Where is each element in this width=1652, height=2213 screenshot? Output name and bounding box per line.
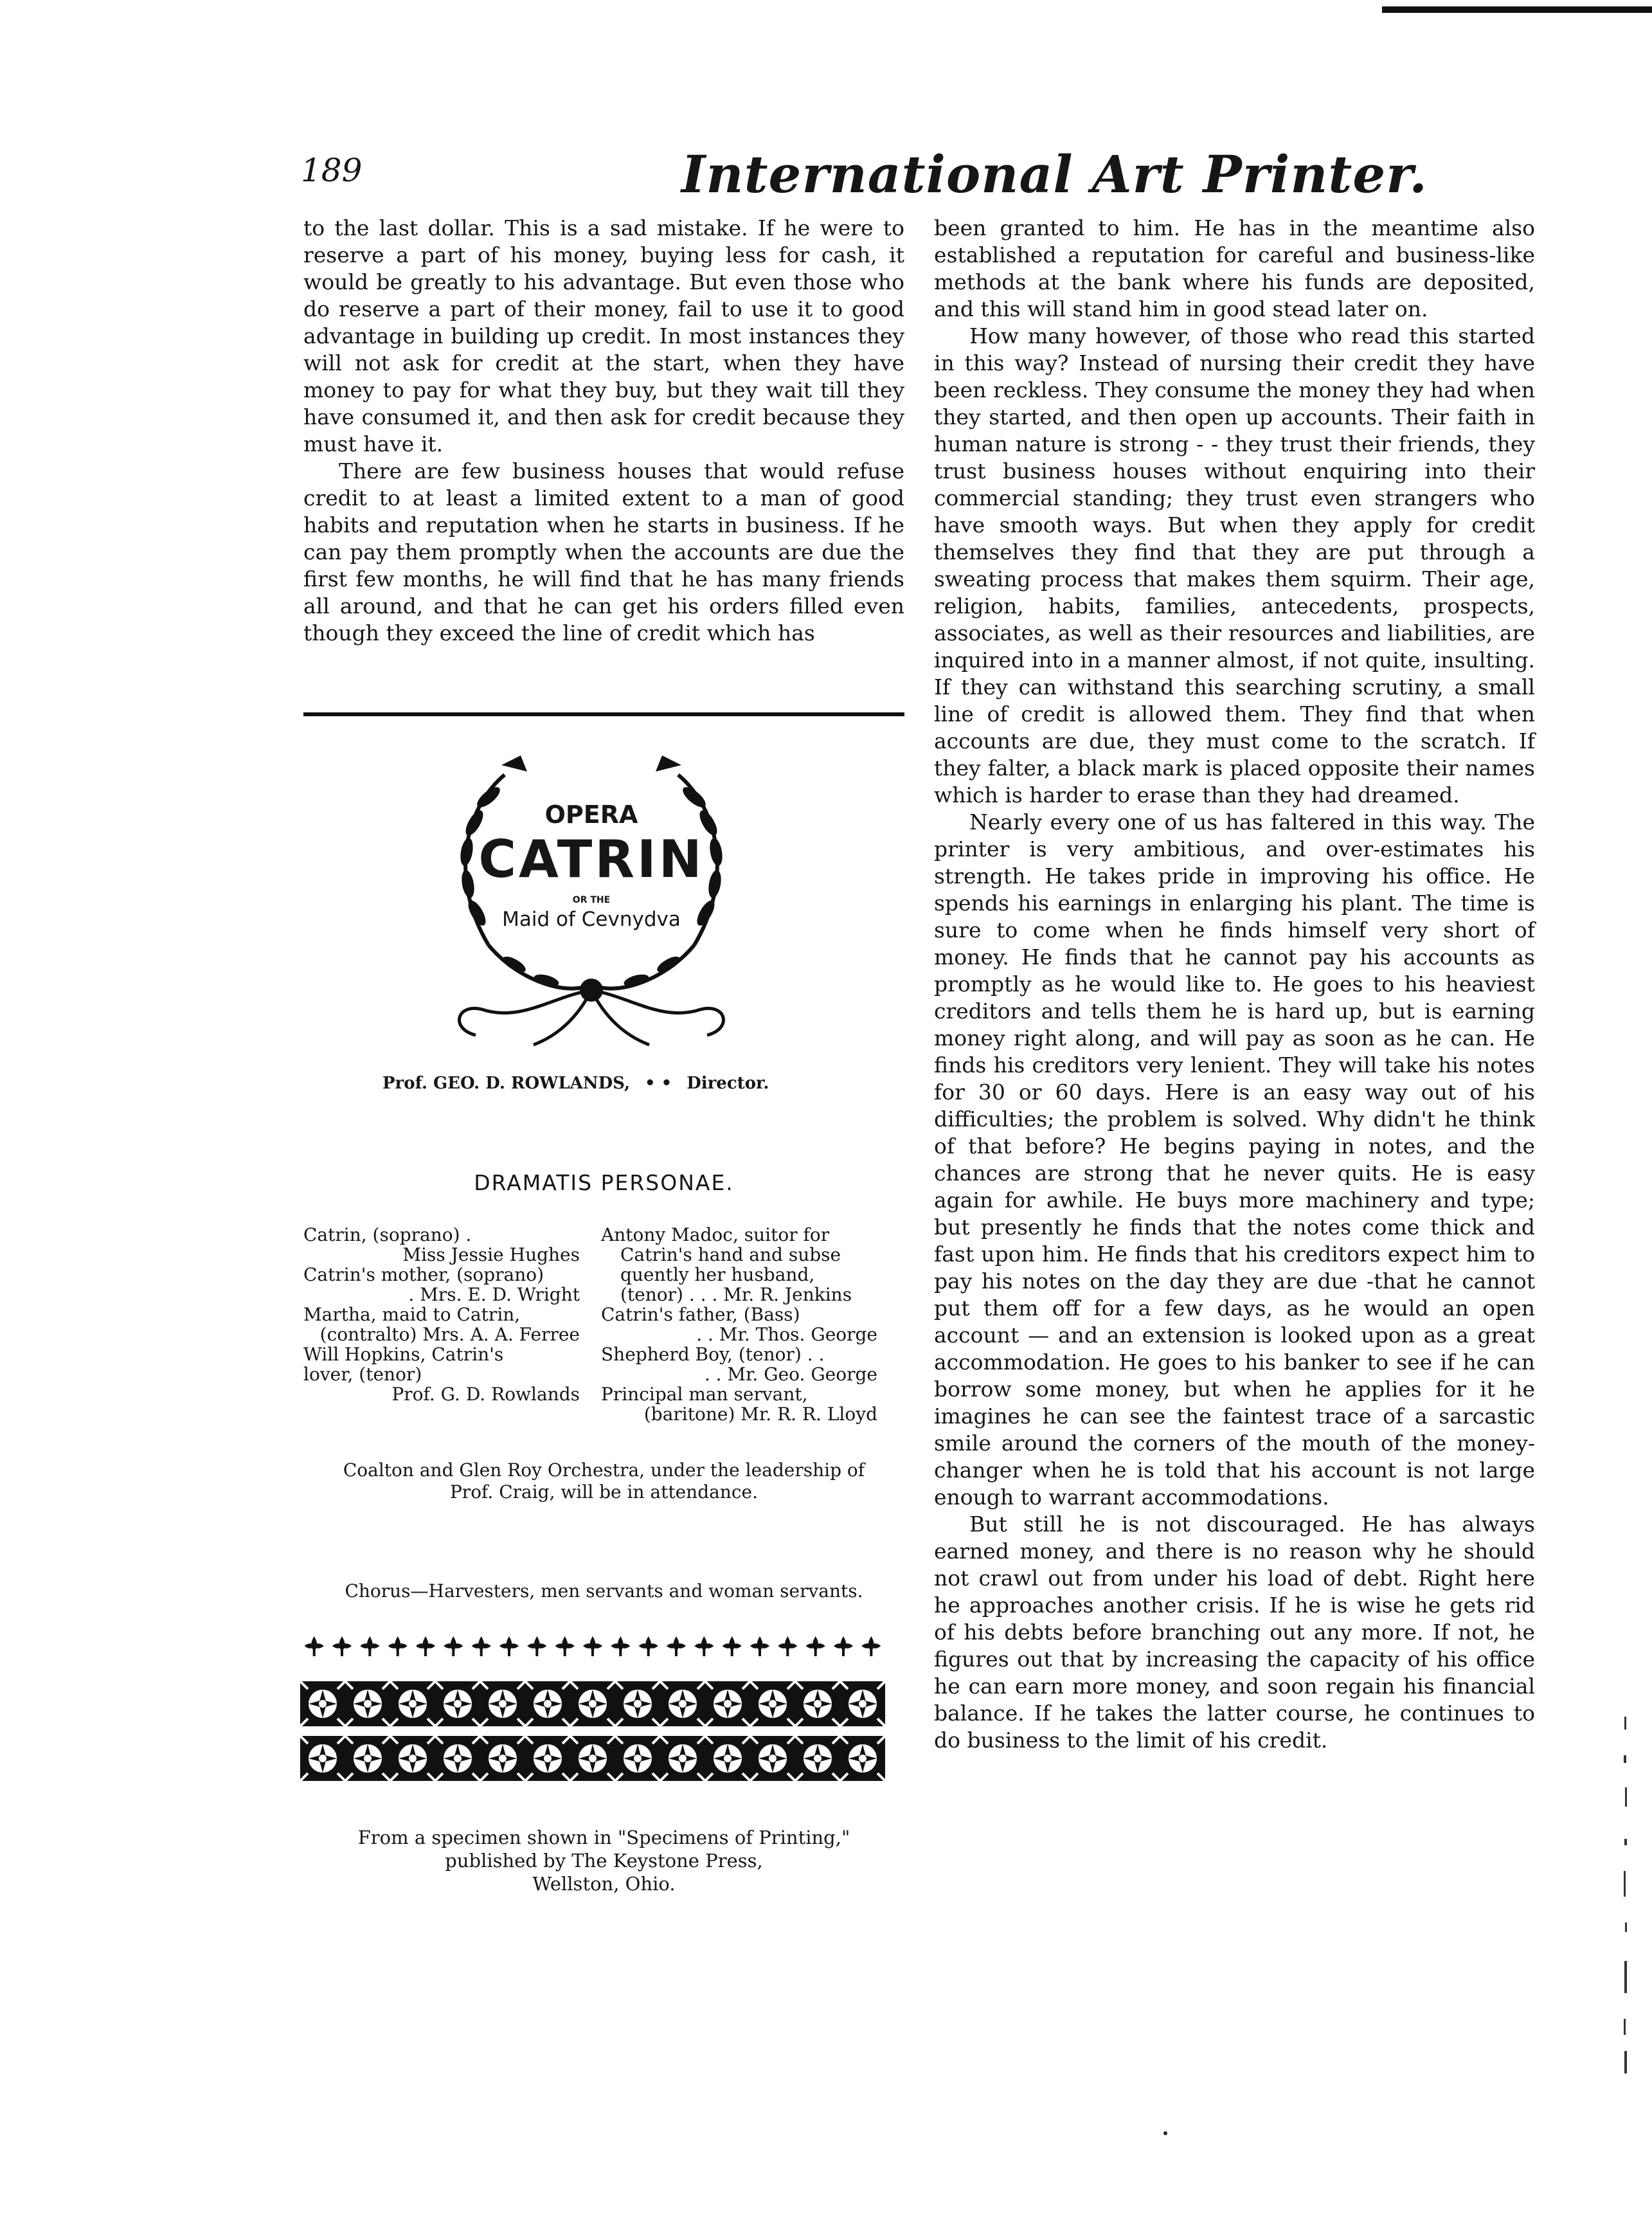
cast-right-line: (baritone) Mr. R. R. Lloyd <box>643 1404 877 1425</box>
right-paragraph-3: Nearly every one of us has faltered in this way. The printer is very ambitious, and over-estimates his strength. He takes pride in improving his office. He spends his earnings in enlarging his plant. The time is sure to come when he finds himself very short of money. He finds that he cannot pay his accounts as promptly as he would like to. He goes to his heaviest creditors and tells them he is hard up, but is earning money right along, and will pay as soon as he can. He finds his creditors very lenient. They will take his notes for 30 or 60 days. Here is an easy way out of his difficulties; the problem is solved. Why didn't he think of that before? He begins paying in notes, and the chances are strong that he never quits. He is easy again for awhile. He buys more machinery and type; but presently he finds that the notes come thick and fast upon him. He finds that his creditors expect him to pay his notes on the day they are due -that he cannot put them off for a few days, as he would an open account — and an extension is looked upon as a great accommodation. He goes to his banker to see if he can borrow some money, but when he applies for it he imagines he can see the faintest trace of a sarcastic smile around the corners of the mouth of the money-changer when he is told that his account is not large enough to warrant accommodations. <box>934 809 1535 1510</box>
border-tile-icon <box>345 1681 390 1726</box>
fleur-icon <box>305 1636 324 1656</box>
fleur-icon <box>861 1636 881 1656</box>
section-divider <box>303 712 904 716</box>
left-paragraph-1: to the last dollar. This is a sad mistake. If he were to reserve a part of his money, buying less for cash, it would be greatly to his advantage. But even those who do reserve a part of their money, fail to use it to good advantage in building up credit. In most instances they will not ask for credit at the start, when they have money to pay for what they buy, but they wait till they have consumed it, and then ask for credit because they must have it. <box>303 215 904 456</box>
opera-title: CATRIN <box>478 829 705 889</box>
border-tile-icon <box>840 1681 885 1726</box>
border-tile-icon <box>435 1736 480 1781</box>
cast-list-left <box>303 1225 580 1404</box>
border-tile-icon <box>615 1681 660 1726</box>
specimen-line-3: Wellston, Ohio. <box>532 1873 676 1895</box>
cast-left-line: (contralto) Mrs. A. A. Ferree <box>319 1324 580 1345</box>
stray-dot <box>1163 2131 1167 2135</box>
cast-left-line: Catrin's mother, (soprano) <box>303 1264 544 1285</box>
border-tile-icon <box>300 1681 345 1726</box>
opera-wreath-ornament <box>444 752 739 1054</box>
dramatis-heading: DRAMATIS PERSONAE. <box>474 1170 734 1195</box>
orchestra-note <box>303 1459 904 1503</box>
cast-right-line: Principal man servant, <box>601 1384 808 1405</box>
scan-edge-marks <box>1623 1717 1628 2077</box>
right-column-text <box>934 215 1535 1754</box>
fleur-icon <box>388 1636 408 1656</box>
cast-left-line: Catrin, (soprano) . <box>303 1224 472 1245</box>
specimen-line-1: From a specimen shown in "Specimens of Printing," <box>357 1827 850 1848</box>
border-tile-icon <box>795 1736 840 1781</box>
border-tile-icon <box>705 1681 750 1726</box>
director-line <box>382 1074 769 1093</box>
fleur-icon <box>555 1636 575 1656</box>
fleur-icon <box>444 1636 463 1656</box>
cast-list-right <box>601 1225 877 1424</box>
fleur-icon <box>472 1636 491 1656</box>
right-paragraph-1: been granted to him. He has in the meantime also established a reputation for careful and business-like methods at the bank where his funds are deposited, and this will stand him in good stead later on. <box>934 215 1535 321</box>
border-tile-icon <box>300 1736 345 1781</box>
running-title: International Art Printer. <box>681 144 1428 204</box>
cast-left-line: Prof. G. D. Rowlands <box>391 1384 580 1405</box>
fleur-icon <box>667 1636 686 1656</box>
director-name: Prof. GEO. D. ROWLANDS, <box>382 1074 631 1093</box>
director-role: Director. <box>687 1074 769 1093</box>
border-tile-icon <box>750 1736 795 1781</box>
decorative-border-icon <box>300 1630 885 1797</box>
specimen-credit <box>303 1826 904 1895</box>
border-tile-icon <box>570 1736 615 1781</box>
orchestra-line-1: Coalton and Glen Roy Orchestra, under the leadership of <box>343 1459 865 1481</box>
fleur-icon <box>332 1636 352 1656</box>
border-tile-icon <box>390 1681 435 1726</box>
specimen-line-2: published by The Keystone Press, <box>445 1850 763 1872</box>
fleur-icon <box>611 1636 630 1656</box>
border-tile-icon <box>525 1681 570 1726</box>
border-tile-icon <box>795 1681 840 1726</box>
border-tile-icon <box>660 1681 705 1726</box>
cast-right-line: Antony Madoc, suitor for <box>601 1224 830 1245</box>
border-tile-icon <box>705 1736 750 1781</box>
fleur-icon <box>834 1636 853 1656</box>
border-tile-icon <box>480 1736 525 1781</box>
fleur-icon <box>806 1636 825 1656</box>
cast-left-line: Miss Jessie Hughes <box>402 1244 580 1265</box>
top-edge-rule <box>1382 6 1652 13</box>
cast-left-line: Will Hopkins, Catrin's <box>303 1344 504 1365</box>
cast-left-line: . Mrs. E. D. Wright <box>408 1284 580 1305</box>
cast-left-line: lover, (tenor) <box>303 1364 422 1385</box>
fleur-icon <box>583 1636 602 1656</box>
border-tile-icon <box>570 1681 615 1726</box>
cast-right-line: Catrin's father, (Bass) <box>601 1304 800 1325</box>
border-tile-icon <box>390 1736 435 1781</box>
cast-right-line: Shepherd Boy, (tenor) . . <box>601 1344 825 1365</box>
border-tile-icon <box>660 1736 705 1781</box>
cast-right-line: quently her husband, <box>620 1264 815 1285</box>
left-paragraph-2: There are few business houses that would refuse credit to at least a limited extent to a man of good habits and reputation when he starts in business. If he can pay them promptly when the accounts are due the first few months, he will find that he has many friends all around, and that he can get his orders filled even though they exceed the line of credit which has <box>303 458 904 646</box>
fleur-icon <box>360 1636 379 1656</box>
cast-right-line: (tenor) . . . Mr. R. Jenkins <box>620 1284 852 1305</box>
opera-label: OPERA <box>544 800 638 829</box>
chorus-note: Chorus—Harvesters, men servants and woman servants. <box>345 1580 863 1602</box>
or-the-label: OR THE <box>572 895 611 905</box>
cast-right-line: . . Mr. Geo. George <box>704 1364 877 1385</box>
cast-right-line: . . Mr. Thos. George <box>696 1324 877 1345</box>
cast-right-line: Catrin's hand and subse <box>620 1244 841 1265</box>
cast-left-line: Martha, maid to Catrin, <box>303 1304 521 1325</box>
border-tile-icon <box>435 1681 480 1726</box>
border-tile-icon <box>840 1736 885 1781</box>
fleur-icon <box>694 1636 714 1656</box>
fleur-icon <box>723 1636 742 1656</box>
right-paragraph-2: How many however, of those who read this started in this way? Instead of nursing their credit they have been reckless. They consume the money they had when they started, and then open up accounts. Their faith in human nature is strong - - they trust their friends, they trust business houses without enquiring into their commercial standing; they trust even strangers who have smooth ways. But when they apply for credit themselves they find that they are put through a sweating process that makes them squirm. Their age, religion, habits, families, antecedents, prospects, associates, as well as their resources and liabilities, are inquired into in a manner almost, if not quite, insulting. If they can withstand this searching scrutiny, a small line of credit is allowed them. They find that when accounts are due, they must come to the scratch. If they falter, a black mark is placed opposite their names which is harder to erase than they had dreamed. <box>934 323 1535 808</box>
border-tile-icon <box>615 1736 660 1781</box>
director-dots: • • <box>644 1074 672 1093</box>
fleur-icon <box>750 1636 769 1656</box>
fleur-icon <box>416 1636 435 1656</box>
border-tile-icon <box>750 1681 795 1726</box>
border-tile-icon <box>525 1736 570 1781</box>
orchestra-line-2: Prof. Craig, will be in attendance. <box>449 1481 759 1503</box>
fleur-icon <box>499 1636 519 1656</box>
opera-subtitle: Maid of Cevnydva <box>502 908 681 931</box>
fleur-icon <box>778 1636 797 1656</box>
page-number: 189 <box>301 152 363 189</box>
fleur-icon <box>639 1636 658 1656</box>
fleur-icon <box>527 1636 546 1656</box>
border-tile-icon <box>480 1681 525 1726</box>
right-paragraph-4: But still he is not discouraged. He has always earned money, and there is no reason why he should not crawl out from under his load of debt. Right here he approaches another crisis. If he is wise he gets rid of his debts before branching out any more. If not, he figures out that by increasing the capacity of his office he can earn more money, and soon regain his financial balance. If he takes the latter course, he continues to do business to the limit of his credit. <box>934 1512 1535 1753</box>
left-column-text <box>303 215 904 647</box>
border-tile-icon <box>345 1736 390 1781</box>
